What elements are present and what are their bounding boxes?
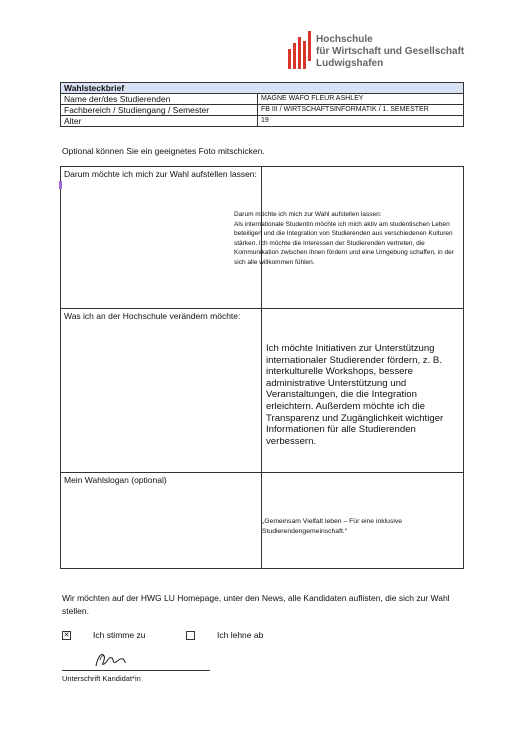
text-cursor-marker: [59, 181, 62, 189]
name-value[interactable]: MAGNE WAFO FLEUR ASHLEY: [258, 94, 464, 105]
logo-line-1: Hochschule: [316, 34, 373, 45]
motivation-answer[interactable]: [234, 210, 462, 268]
consent-agree[interactable]: [62, 630, 145, 640]
name-label: Name der/des Studierenden: [61, 94, 258, 105]
table-row: [61, 94, 464, 105]
optional-photo-note: Optional können Sie ein geeignetes Foto mitschicken.: [62, 146, 265, 156]
signature-label: Unterschrift Kandidat*in: [62, 674, 141, 683]
table-row: [61, 105, 464, 116]
logo-wordmark: [316, 34, 464, 70]
department-label: Fachbereich / Studiengang / Semester: [61, 105, 258, 116]
agree-label: Ich stimme zu: [93, 630, 146, 640]
homepage-note: Wir möchten auf der HWG LU Homepage, unter den News, alle Kandidaten auflisten, die sich zur Wahl stellen.: [62, 593, 450, 616]
table-row: [61, 116, 464, 127]
logo-bars-icon: [288, 31, 312, 69]
agree-checkbox[interactable]: [62, 631, 71, 640]
decline-label: Ich lehne ab: [217, 630, 264, 640]
age-value[interactable]: 19: [258, 116, 464, 127]
change-answer[interactable]: Ich möchte Initiativen zur Unterstützung internationaler Studierender fördern, z. B. interkulturelle Workshops, bessere administrative Unterstützung und Veranstaltungen, die die Integration erleichtern. Außerdem möchte ich die Transparenz und Zugänglichkeit wichtiger Informationen für alle Studierenden verbessern.: [266, 343, 444, 447]
signature-image: [92, 650, 128, 672]
slogan-question: Mein Wahlslogan (optional): [64, 475, 167, 485]
column-divider: [261, 309, 262, 472]
age-label: Alter: [61, 116, 258, 127]
motivation-question: Darum möchte ich mich zur Wahl aufstellen lassen:: [64, 169, 257, 179]
table-header: Wahlsteckbrief: [61, 83, 464, 94]
decline-checkbox[interactable]: [186, 631, 195, 640]
profile-table: [60, 82, 464, 127]
department-value[interactable]: FB III / WIRTSCHAFTSINFORMATIK / 1. SEMESTER: [258, 105, 464, 116]
consent-decline[interactable]: [186, 630, 263, 640]
motivation-answer-title: Darum möchte ich mich zur Wahl aufstellen lassen:: [234, 211, 382, 218]
slogan-answer[interactable]: „Gemeinsam Vielfalt leben – Für eine inklusive Studierendengemeinschaft.“: [262, 518, 403, 535]
motivation-answer-text: Als internationale Studentin möchte ich mich aktiv am studentischen Leben beteiligen und die Integration von Studierenden aus verschiedenen Kulturen stärken. Ich möchte die Interessen der Studierenden vertreten, die Kommunikation zwischen ihnen fördern und eine Umgebung schaffen, in der sich alle willkommen fühlen.: [234, 220, 454, 266]
logo-line-2: für Wirtschaft und Gesellschaft: [316, 46, 465, 57]
university-logo: [288, 31, 478, 75]
change-question: Was ich an der Hochschule verändern möchte:: [64, 311, 241, 321]
signature-line: [62, 670, 210, 671]
logo-line-3: Ludwigshafen: [316, 58, 384, 69]
